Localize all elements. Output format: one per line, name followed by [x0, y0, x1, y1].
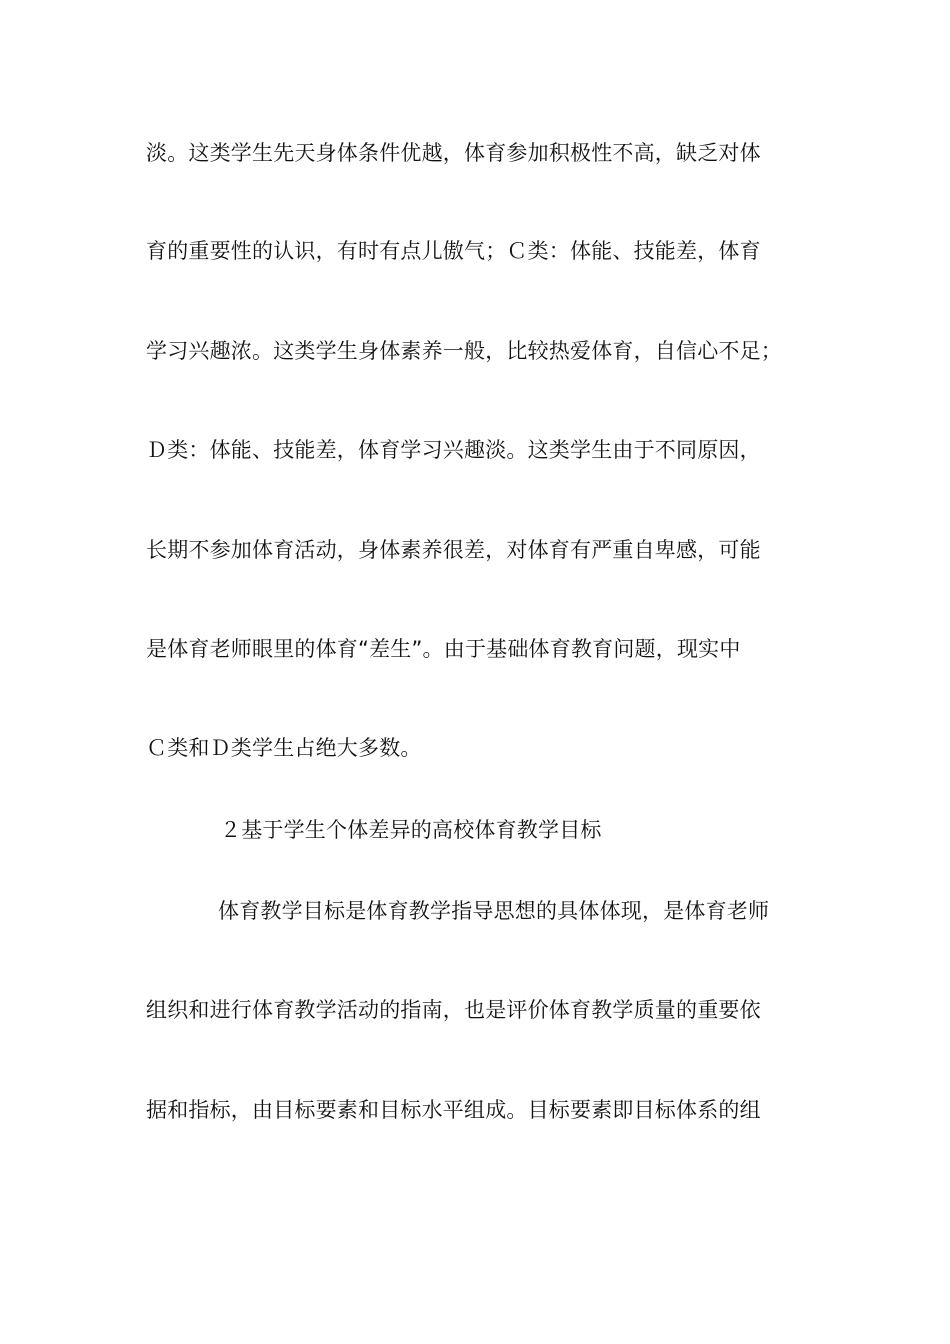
paragraph-line: 学习兴趣浓。这类学生身体素养一般，比较热爱体育，自信心不足；	[146, 339, 782, 363]
paragraph-line: 长期不参加体育活动，身体素养很差，对体育有严重自卑感，可能	[146, 538, 761, 562]
section-heading: ２基于学生个体差异的高校体育教学目标	[220, 818, 602, 842]
paragraph-line: 育的重要性的认识，有时有点儿傲气；Ｃ类：体能、技能差，体育	[146, 239, 761, 263]
paragraph-line: Ｄ类：体能、技能差，体育学习兴趣淡。这类学生由于不同原因，	[146, 438, 761, 462]
paragraph-line: 组织和进行体育教学活动的指南，也是评价体育教学质量的重要依	[146, 998, 761, 1022]
paragraph-line: 体育教学目标是体育教学指导思想的具体体现，是体育老师	[218, 899, 770, 923]
paragraph-line: 据和指标，由目标要素和目标水平组成。目标要素即目标体系的组	[146, 1098, 761, 1122]
paragraph-line: 淡。这类学生先天身体条件优越，体育参加积极性不高，缺乏对体	[146, 141, 761, 165]
paragraph-line: 是体育老师眼里的体育“差生”。由于基础体育教育问题，现实中	[146, 637, 741, 661]
paragraph-line: Ｃ类和Ｄ类学生占绝大多数。	[146, 736, 422, 760]
